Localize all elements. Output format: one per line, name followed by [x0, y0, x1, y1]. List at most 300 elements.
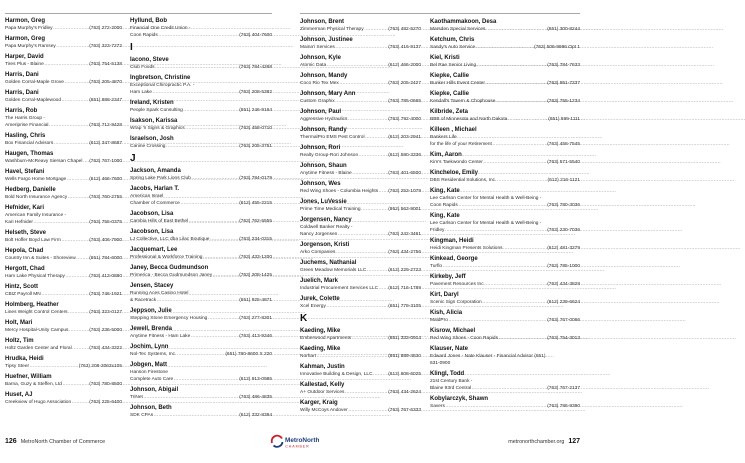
- dot-leader: [173, 376, 239, 383]
- member-phone: (763) 746-1921: [89, 292, 122, 297]
- member-entry: [5, 35, 122, 50]
- member-organization: DBS Residential Solutions, Inc.: [430, 178, 497, 183]
- member-listing-row: [5, 255, 122, 262]
- member-organization: Arko Companies: [300, 250, 336, 255]
- member-phone: (612) 808-6025: [388, 372, 421, 377]
- member-listing-row: [5, 291, 122, 298]
- member-organization: Holtz Garden Center and Floral: [5, 346, 72, 351]
- dot-leader: [492, 141, 547, 148]
- member-phone: (763) 433-1200: [239, 255, 272, 260]
- member-name: Johnson, Beth: [130, 405, 172, 411]
- member-phone: (763) 506-9996 Opt 1: [534, 45, 580, 50]
- member-name: Johnson, Rori: [300, 145, 341, 151]
- member-name: Kiel, Kristi: [430, 55, 460, 61]
- member-phone: (763) 277-8301: [239, 316, 272, 321]
- member-organization: Anytime Fitness - Blaine: [300, 171, 352, 176]
- member-entry: [300, 126, 421, 141]
- member-name: Johnson, Paul: [300, 109, 342, 115]
- dot-leader: [476, 62, 547, 69]
- member-entry: [300, 363, 421, 378]
- member-entry: [300, 18, 421, 33]
- member-organization: Coco Rio Tex Mex: [300, 81, 339, 86]
- member-listing-row: [430, 44, 580, 51]
- member-entry: [130, 343, 272, 358]
- member-name: Harris, Dani: [5, 72, 39, 78]
- dot-leader: [316, 353, 388, 360]
- member-organization: The Harris Group -: [5, 116, 45, 121]
- dot-leader: [209, 236, 239, 243]
- member-listing-row: [5, 194, 122, 201]
- dot-leader: [65, 273, 89, 280]
- member-name: Kingman, Heidi: [430, 238, 474, 244]
- member-entry: [300, 277, 421, 292]
- member-name: Israelson, Josh: [130, 136, 174, 142]
- member-entry: [130, 228, 272, 243]
- member-entry: [300, 295, 421, 310]
- member-phone: (651) 699-1111: [548, 117, 580, 122]
- member-organization: Primerica - Becca Gudmundson Janey: [130, 273, 213, 278]
- member-name: Kincheloe, Emily: [430, 170, 479, 176]
- dot-leader: [61, 237, 89, 244]
- member-organization: ThermalPro EMS Pest Control: [300, 135, 365, 140]
- member-listing-row: [5, 61, 122, 68]
- member-organization: Wrap 'n Signs & Graphics: [130, 126, 185, 131]
- member-phone: (763) 458-0710: [239, 126, 272, 131]
- member-name: Hedberg, Danielle: [5, 187, 56, 193]
- member-organization: Marsden Special Services: [430, 27, 486, 32]
- member-name: Harris, Dani: [5, 90, 39, 96]
- member-phone: (763) 434-2756: [388, 250, 421, 255]
- member-listing-row: [430, 98, 580, 105]
- member-name: Jorgensen, Nancy: [300, 217, 352, 223]
- directory-column: [5, 17, 122, 409]
- dot-leader: [185, 125, 240, 132]
- member-name: Kaeding, Mike: [300, 328, 341, 334]
- member-organization: Exceptional Chiropractic P.A. -: [130, 83, 195, 88]
- member-entry: [5, 53, 122, 68]
- member-phone: (763) 234-0315: [239, 237, 272, 242]
- member-listing-row: [300, 98, 421, 105]
- member-listing-row: [130, 272, 272, 279]
- member-organization: Innovative Building & Design, LLC: [300, 372, 373, 377]
- member-phone: (763) 272-2000: [89, 26, 122, 31]
- member-listing-row: [130, 254, 272, 261]
- member-organization: Bunker Hills Event Center: [430, 81, 485, 86]
- dot-leader: [475, 44, 534, 51]
- member-listing-row: [5, 237, 122, 244]
- member-listing-row: [300, 188, 421, 195]
- member-listing-row: [130, 89, 272, 96]
- member-organization: Tipsy Steer: [5, 364, 30, 369]
- dot-leader: [485, 26, 547, 33]
- dot-leader: [458, 202, 547, 209]
- member-listing-row: [5, 79, 122, 86]
- member-entry: [5, 229, 122, 244]
- logo-blue-swoosh: [274, 442, 283, 447]
- member-listing-row: [5, 327, 122, 334]
- dot-leader: [471, 385, 547, 392]
- member-listing-row: [5, 25, 122, 32]
- dot-leader: [351, 335, 388, 342]
- member-organization: A+ Outdoor Services: [300, 390, 345, 395]
- member-phone: (763) 230-7036: [547, 228, 580, 233]
- member-entry: [130, 74, 272, 96]
- member-organization: Heidi Kingman Presents Solutions: [430, 246, 503, 251]
- member-name: Kim, Aaron: [430, 152, 462, 158]
- member-name: Johnson, Shaun: [300, 163, 347, 169]
- dot-leader: [180, 200, 239, 207]
- member-name: Jacobson, Lisa: [130, 211, 174, 217]
- member-name: Harper, David: [5, 54, 44, 60]
- dot-leader: [339, 80, 388, 87]
- logo-wordmark: MetroNorth: [285, 436, 320, 444]
- member-listing-row: [130, 315, 272, 322]
- section-letter-i: I: [130, 42, 133, 53]
- member-organization: Kendall's Tavern & Chophouse: [430, 99, 496, 104]
- member-phone: (763) 780-3036: [547, 203, 580, 208]
- dot-leader: [448, 317, 547, 324]
- dot-leader: [48, 122, 89, 129]
- dot-leader: [366, 267, 388, 274]
- member-listing-row: [130, 64, 272, 71]
- member-phone: (763) 323-7272: [89, 44, 122, 49]
- member-organization: Ham Lake Physical Therapy: [5, 274, 65, 279]
- dot-leader: [503, 245, 548, 252]
- member-entry: [130, 167, 272, 182]
- member-organization: Financial One Credit Union -: [130, 26, 191, 31]
- dot-leader: [202, 254, 239, 261]
- member-listing-row: [430, 403, 580, 410]
- member-organization: Fridley: [430, 228, 445, 233]
- member-name: Holmberg, Heather: [5, 302, 59, 308]
- member-listing-row: [300, 116, 421, 123]
- dot-leader: [190, 333, 239, 340]
- member-name: Ireland, Kristen: [130, 100, 174, 106]
- member-listing-row: [5, 363, 122, 370]
- member-listing-row: [130, 236, 272, 243]
- dot-leader: [482, 299, 547, 306]
- chamber-logo-mark: [270, 434, 328, 449]
- member-entry: [5, 107, 122, 129]
- dot-leader: [153, 412, 239, 419]
- dot-leader: [365, 134, 389, 141]
- member-name: Kish, Alicia: [430, 310, 463, 316]
- member-listing-row: [300, 206, 421, 213]
- member-organization: Kari Hefnider: [5, 220, 33, 225]
- member-listing-row: [430, 299, 580, 306]
- member-name: Janey, Becca Gudmundson: [130, 265, 209, 271]
- page-footer-left: [5, 437, 105, 447]
- dot-leader: [29, 363, 79, 370]
- member-entry: [430, 169, 580, 184]
- member-listing-row: [430, 141, 580, 148]
- member-organization: Coon Rapids: [130, 33, 158, 38]
- member-entry: [300, 54, 421, 69]
- member-organization: Atomic Data: [300, 63, 327, 68]
- member-listing-row: [430, 281, 580, 288]
- member-phone: (763) 208-1425: [239, 273, 272, 278]
- member-phone: (651) 888-2347: [89, 98, 122, 103]
- member-name: Iacono, Steve: [130, 57, 169, 63]
- member-phone: (763) 242-3461: [388, 232, 421, 237]
- member-name: Johnson, Mary Ann: [300, 91, 356, 97]
- member-organization: Nol-Tec Systems, Inc.: [130, 352, 177, 357]
- member-name: Jeppson, Julie: [130, 308, 172, 314]
- dot-leader: [335, 44, 388, 51]
- member-organization: Stepping Stone Emergency Housing: [130, 316, 208, 321]
- member-organization: Xcel Energy: [300, 304, 326, 309]
- member-entry: [300, 198, 421, 213]
- member-organization: Savers: [430, 404, 445, 409]
- member-name: Jackson, Amanda: [130, 168, 181, 174]
- member-organization: Spring Lake Park Lions Club: [130, 176, 191, 181]
- member-entry: [430, 151, 580, 166]
- member-phone: (612) 216-1121: [547, 178, 580, 183]
- member-phone: (763) 413-0880: [89, 274, 122, 279]
- dot-leader: [445, 403, 547, 410]
- member-name: Kisrow, Michael: [430, 328, 476, 334]
- member-phone: (763) 951-7237: [547, 81, 580, 86]
- dot-leader: [53, 25, 90, 32]
- publication-name: MetroNorth Chamber of Commerce: [20, 439, 106, 445]
- member-name: Jewell, Brenda: [130, 326, 173, 332]
- member-phone: (651) 246-9164: [239, 108, 272, 113]
- section-letter-k: K: [300, 313, 308, 324]
- member-entry: [430, 212, 580, 234]
- member-name: Jacobs, Harlan T.: [130, 186, 180, 192]
- member-organization: LJ Collective, LLC dba Lilac Boutique: [130, 237, 210, 242]
- member-entry: [300, 241, 421, 256]
- member-organization: Bankers Life: [430, 135, 457, 140]
- member-phone: (612) 332-8394: [239, 413, 272, 418]
- member-entry: [300, 36, 421, 51]
- member-phone: (763) 754-5138: [89, 62, 122, 67]
- member-organization: Canine Crossing: [130, 144, 166, 149]
- directory-column: [300, 18, 421, 417]
- member-listing-row: [5, 140, 122, 147]
- section-letter-j: J: [130, 153, 136, 164]
- member-organization: Zimmerman Physical Therapy: [300, 27, 364, 32]
- member-organization: BBB of Minnesota and North Dakota: [430, 117, 508, 122]
- member-listing-row: [5, 345, 122, 352]
- member-name: Hergott, Chad: [5, 266, 45, 272]
- member-listing-row: [5, 43, 122, 50]
- member-listing-row: [130, 333, 272, 340]
- member-listing-row: [5, 309, 122, 316]
- member-organization: Papa Murphy's Ramsey: [5, 44, 56, 49]
- member-entry: [130, 210, 272, 225]
- member-organization: CBIZ Payroll MN: [5, 292, 41, 297]
- dot-leader: [68, 327, 89, 334]
- member-listing-row: [300, 303, 421, 310]
- member-entry: [5, 247, 122, 262]
- dot-leader: [152, 89, 239, 96]
- dot-leader: [373, 371, 389, 378]
- dot-leader: [72, 345, 90, 352]
- member-listing-row: [300, 62, 421, 69]
- member-phone: (763) 205-2427: [388, 81, 421, 86]
- member-phone: (763) 785-1000: [547, 264, 580, 269]
- member-organization: SDK CPAs: [130, 413, 154, 418]
- member-phone: (612) 455-2215: [239, 201, 272, 206]
- member-name: Jochim, Lynn: [130, 344, 169, 350]
- member-phone: (763) 786-9390: [547, 404, 580, 409]
- dot-leader: [155, 64, 240, 71]
- member-name: Jones, LuVessie: [300, 199, 347, 205]
- member-name: Kallestad, Kelly: [300, 382, 345, 388]
- member-phone: (763) 413-9346: [239, 334, 272, 339]
- member-phone: (763) 205-4870: [89, 80, 122, 85]
- member-listing-row: [430, 62, 580, 69]
- member-name: Johnson, Abigail: [130, 387, 179, 393]
- member-entry: [130, 264, 272, 279]
- logo-red-swoosh: [272, 436, 282, 443]
- member-name: Kahman, Justin: [300, 364, 345, 370]
- member-phone: (763) 784-4268: [239, 65, 272, 70]
- header-rule: [300, 13, 580, 14]
- member-phone: (763) 458-7545: [547, 142, 580, 147]
- member-organization: Golden Corral-Maplewood: [5, 98, 61, 103]
- member-entry: [300, 381, 421, 396]
- member-phone: (763) 755-0375: [89, 220, 122, 225]
- dot-leader: [335, 98, 389, 105]
- member-listing-row: [130, 200, 272, 207]
- member-name: Jensen, Stacey: [130, 283, 174, 289]
- member-entry: [430, 72, 580, 87]
- dot-leader: [158, 32, 239, 39]
- member-listing-row: [300, 389, 421, 396]
- member-listing-row: [300, 44, 421, 51]
- member-entry: [430, 108, 580, 123]
- dot-leader: [495, 98, 547, 105]
- member-listing-row: [300, 80, 421, 87]
- dot-leader: [68, 309, 90, 316]
- member-phone: (612) 716-1789: [388, 286, 421, 291]
- member-organization: Lines Weight Control Centers: [5, 310, 68, 315]
- member-phone: (763) 712-9428: [89, 123, 122, 128]
- member-entry: [5, 71, 122, 86]
- member-entry: [5, 355, 122, 370]
- member-entry: [430, 370, 580, 392]
- directory-column: [430, 18, 580, 413]
- member-phone: (763) 785-0665: [388, 99, 421, 104]
- member-name: Karger, Kraig: [300, 400, 338, 406]
- member-entry: [130, 185, 272, 207]
- member-entry: [430, 327, 580, 342]
- member-listing-row: [130, 143, 272, 150]
- member-entry: [130, 386, 272, 401]
- dot-leader: [378, 285, 388, 292]
- member-name: King, Kate: [430, 188, 460, 194]
- logo-subtitle: CHAMBER: [285, 444, 310, 449]
- member-entry: [5, 301, 122, 316]
- member-organization: Realty Group-Rori Johnson: [300, 153, 359, 158]
- member-name: Johnson, Brent: [300, 19, 345, 25]
- dot-leader: [176, 351, 225, 358]
- member-organization: 21st Century Bank -: [430, 379, 473, 384]
- member-organization: Maina'i Services: [300, 45, 335, 50]
- dot-leader: [496, 177, 547, 184]
- dot-leader: [485, 80, 547, 87]
- member-listing-row: [130, 394, 272, 401]
- member-organization: Blaine 93rd Central: [430, 386, 472, 391]
- dot-leader: [64, 79, 89, 86]
- member-name: Kaothammakoon, Desa: [430, 19, 497, 25]
- dot-leader: [67, 194, 89, 201]
- member-listing-row: [300, 26, 421, 33]
- member-entry: [300, 345, 421, 360]
- dot-leader: [484, 281, 548, 288]
- member-name: Ingbretson, Christine: [130, 75, 191, 81]
- member-entry: [430, 273, 580, 288]
- member-phone: (612) 481-3279: [547, 246, 580, 251]
- member-listing-row: [5, 97, 122, 104]
- member-listing-row: [430, 335, 580, 342]
- member-organization: Prime Time Medical Training: [300, 207, 361, 212]
- dot-leader: [41, 291, 89, 298]
- member-organization: Mercy Hospital-Unity Campus: [5, 328, 69, 333]
- member-name: Havel, Stefani: [5, 169, 45, 175]
- member-organization: People Spark Consulting: [130, 108, 183, 113]
- member-phone: (651) 784-6000: [89, 256, 122, 261]
- dot-leader: [183, 107, 239, 114]
- member-name: Kaeding, Mike: [300, 346, 341, 352]
- member-listing-row: [5, 399, 122, 406]
- member-name: Jorgenson, Kristi: [300, 242, 350, 248]
- member-entry: [300, 108, 421, 123]
- dot-leader: [212, 272, 239, 279]
- member-organization: & Racetrack: [130, 298, 157, 303]
- member-phone: (763) 767-0066: [547, 318, 580, 323]
- member-organization: Red Wing Shoes - Coon Rapids: [430, 336, 498, 341]
- member-name: Kilbride, Zeta: [430, 109, 469, 115]
- member-organization: Bold North Insurance Agency: [5, 195, 68, 200]
- dot-leader: [188, 218, 239, 225]
- member-entry: [300, 259, 421, 274]
- member-listing-row: [430, 177, 580, 184]
- member-listing-row: [130, 175, 272, 182]
- member-organization: Industrial Procurement Services LLC: [300, 286, 379, 291]
- dot-leader: [483, 159, 547, 166]
- member-entry: [430, 90, 580, 105]
- member-organization: Professional & Workforce Training: [130, 255, 203, 260]
- member-listing-row: [430, 159, 580, 166]
- member-entry: [430, 18, 580, 33]
- member-phone: (763) 792-4000: [388, 117, 421, 122]
- member-name: Isakson, Karissa: [130, 118, 178, 124]
- member-entry: [5, 17, 122, 32]
- member-listing-row: [430, 80, 580, 87]
- dot-leader: [44, 61, 89, 68]
- dot-leader: [335, 249, 388, 256]
- member-name: Jacobson, Lisa: [130, 229, 174, 235]
- page-footer-right: [508, 437, 580, 447]
- member-phone: (763) 767-2137: [547, 386, 580, 391]
- member-organization: Scenic Sign Corporation: [430, 300, 482, 305]
- member-listing-row: [5, 381, 122, 388]
- member-phone: (763) 762-5555: [239, 219, 272, 224]
- member-organization: Hanson Firestone: [130, 370, 168, 375]
- member-organization: Barna, Guzy & Steffen, Ltd: [5, 382, 62, 387]
- member-entry: [5, 265, 122, 280]
- member-listing-row: [130, 412, 272, 419]
- member-entry: [130, 246, 272, 261]
- member-entry: [430, 187, 580, 209]
- member-listing-row: [5, 122, 122, 129]
- member-organization: Lee Carlson Center for Mental Health & Well-Being -: [430, 196, 542, 201]
- member-name: Johnson, Justinee: [300, 37, 353, 43]
- member-phone: (763) 434-3828: [547, 282, 580, 287]
